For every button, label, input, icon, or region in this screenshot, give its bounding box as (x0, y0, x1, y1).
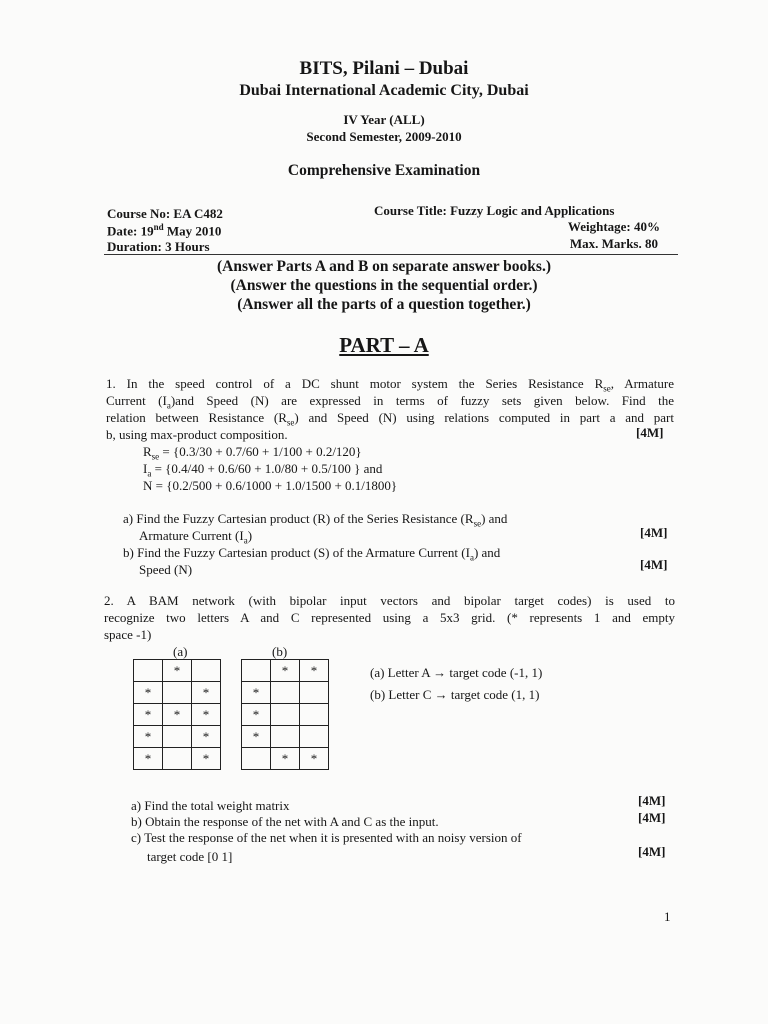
grid-cell (134, 660, 163, 682)
instruction-2: (Answer the questions in the sequential order.) (230, 277, 538, 294)
q1-b-line-1: b) Find the Fuzzy Cartesian product (S) of the Armature Current $(I_a)$ and (123, 545, 501, 563)
q1-line-2: Current $(I_a)and$ Speed (N) are expressed in terms of fuzzy sets given below. Find the (106, 393, 674, 411)
grid-cell (192, 660, 221, 682)
year-line: IV Year (ALL) (343, 112, 425, 127)
grid-cell: * (134, 704, 163, 726)
instruction-1: (Answer Parts A and B on separate answer books.) (217, 258, 551, 275)
grid-cell: * (192, 748, 221, 770)
grid-cell: * (192, 682, 221, 704)
grid-cell (163, 748, 192, 770)
q1-a-line-2: Armature Current $(I_a)$ (139, 528, 253, 546)
q1-b-line-2: Speed (N) (139, 562, 193, 577)
grid-cell: * (192, 726, 221, 748)
grid-cell (163, 726, 192, 748)
grid-cell: * (134, 726, 163, 748)
set-rse: $R_{se} = \{0.3/30 + 0.7/60 + 1/100 + 0.2/120\}$ (143, 444, 362, 462)
header-divider (104, 254, 678, 255)
max-marks: Max. Marks. 80 (569, 236, 658, 251)
grid-cell (242, 748, 271, 770)
q1-line-1: 1. In the speed control of a DC shunt motor system the Series Resistance $R_{se}$, Armature (106, 376, 674, 394)
grid-cell: * (242, 704, 271, 726)
grid-cell: * (242, 682, 271, 704)
weightage: Weightage: 40% (567, 219, 660, 234)
q1-a-marks: [4M] (640, 525, 668, 540)
q2-sub-b: b) Obtain the response of the net with A and C as the input. (131, 814, 439, 829)
q2-sub-c-line-1: c) Test the response of the net when it is presented with an noisy version of (131, 830, 522, 845)
target-code-c: (b) Letter C → target code (1, 1) (370, 687, 540, 702)
grid-cell (271, 704, 300, 726)
grid-cell (271, 682, 300, 704)
exam-title: Comprehensive Examination (287, 162, 481, 179)
grid-cell (300, 726, 329, 748)
exam-date: Date: 19nd May 2010 (107, 222, 222, 239)
semester-line: Second Semester, 2009-2010 (306, 129, 462, 144)
q2-line-2: recognize two letters A and C represented using a 5x3 grid. (* represents 1 and empty (104, 610, 675, 625)
duration: Duration: 3 Hours (107, 239, 210, 254)
grid-b-label: (b) (272, 644, 288, 659)
q1-line-3: relation between Resistance $(R_{se})$ and Speed (N) using relations computed in part a and part (106, 410, 675, 428)
set-n: N = {0.2/500 + 0.6/1000 + 1.0/1500 + 0.1/1800} (143, 478, 398, 493)
grid-cell: * (271, 748, 300, 770)
grid-cell (163, 682, 192, 704)
letter-a-grid (133, 659, 221, 770)
grid-cell: * (163, 660, 192, 682)
grid-a-label: (a) (173, 644, 188, 659)
course-number: Course No: EA C482 (107, 206, 223, 221)
grid-cell: * (134, 682, 163, 704)
grid-cell: * (300, 660, 329, 682)
page-number: 1 (664, 909, 671, 924)
q2-sub-b-marks: [4M] (638, 810, 666, 825)
grid-cell (242, 660, 271, 682)
q2-line-1: 2. A BAM network (with bipolar input vectors and bipolar target codes) is used to (104, 593, 675, 608)
q2-sub-a-marks: [4M] (638, 793, 666, 808)
q1-marks: [4M] (636, 425, 664, 440)
grid-cell: * (192, 704, 221, 726)
q1-line-4: b, using max-product composition. (106, 427, 288, 442)
grid-cell (271, 726, 300, 748)
grid-cell: * (134, 748, 163, 770)
q2-sub-c-marks: [4M] (638, 844, 666, 859)
grid-cell (300, 682, 329, 704)
q1-b-marks: [4M] (640, 557, 668, 572)
target-code-a: (a) Letter A → target code (-1, 1) (370, 665, 543, 680)
set-ia: $I_a = \{0.4/40 + 0.6/60 + 1.0/80 + 0.5/100$ } and (143, 461, 383, 479)
instruction-3: (Answer all the parts of a question together.) (237, 296, 531, 313)
grid-cell: * (271, 660, 300, 682)
q2-sub-c-line-2: target code [0 1] (147, 849, 233, 864)
grid-cell: * (242, 726, 271, 748)
institution-location: Dubai International Academic City, Dubai (239, 82, 529, 99)
course-title: Course Title: Fuzzy Logic and Applications (374, 203, 615, 218)
grid-cell (300, 704, 329, 726)
q2-sub-a: a) Find the total weight matrix (131, 798, 290, 813)
institution-title: BITS, Pilani – Dubai (299, 58, 469, 79)
letter-c-grid (241, 659, 329, 770)
q2-line-3: space -1) (104, 627, 152, 642)
part-title: PART – A (339, 333, 429, 357)
q1-a-line-1: a) Find the Fuzzy Cartesian product (R) of the Series Resistance $(R_{se})$ and (123, 511, 508, 529)
grid-cell: * (300, 748, 329, 770)
grid-cell: * (163, 704, 192, 726)
